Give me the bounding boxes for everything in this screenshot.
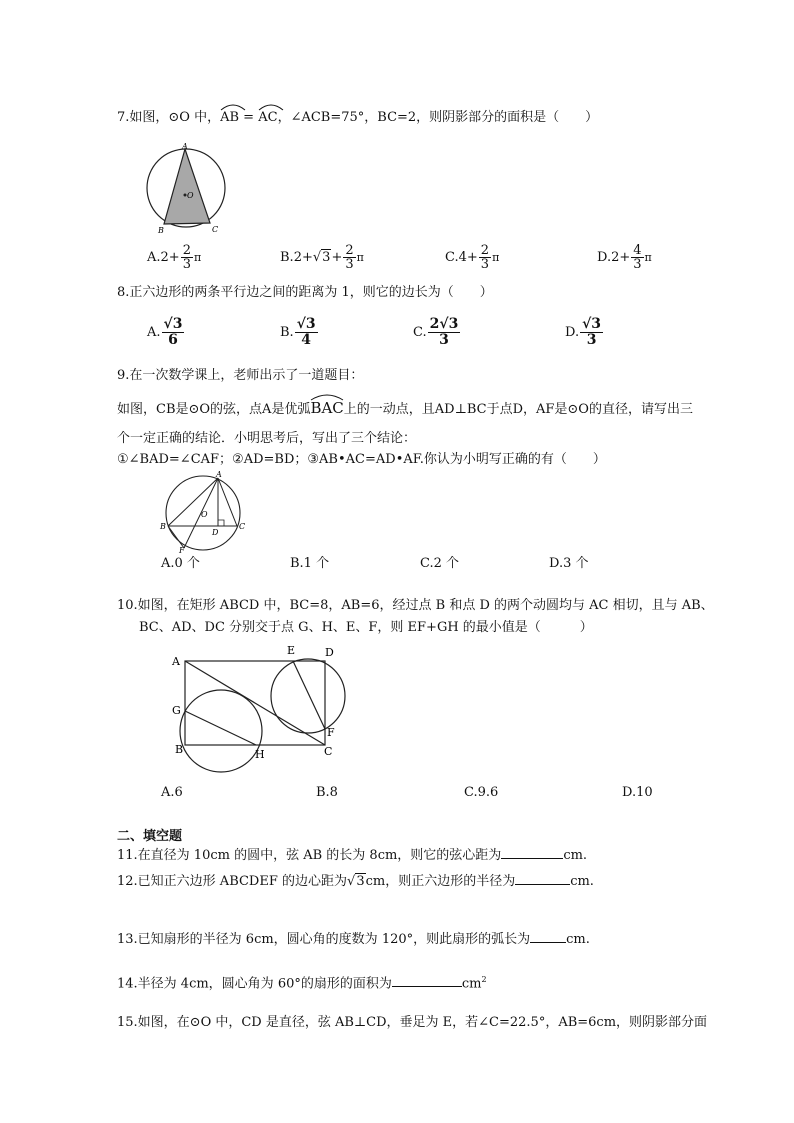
- fraction-denominator: 3: [182, 257, 191, 272]
- q11-text: 11.在直径为 10cm 的圆中，弦 AB 的长为 8cm，则它的弦心距为: [117, 848, 502, 863]
- fraction-denominator: 3: [480, 257, 490, 272]
- q7-text-1: 如图，⊙O 中，: [129, 110, 221, 125]
- q7-arc-ab-label: AB: [220, 110, 240, 125]
- q10-label-e: E: [287, 644, 296, 657]
- fraction: [295, 317, 318, 348]
- q10-option-b[interactable]: B.8: [316, 785, 338, 800]
- q10-label-c: C: [324, 745, 333, 758]
- option-label: B.: [280, 250, 294, 265]
- q10-figure: [165, 640, 360, 775]
- q7-label-a: A: [182, 143, 188, 151]
- q7-label-c: C: [212, 225, 219, 234]
- q10-option-c[interactable]: C.9.6: [464, 785, 499, 800]
- q9-line-2: [117, 400, 693, 418]
- arc-mark-icon: [220, 103, 246, 111]
- q12-answer-blank[interactable]: [515, 872, 570, 885]
- q7-shaded-triangle: [164, 149, 210, 224]
- fraction-numerator: 2: [182, 243, 191, 258]
- q11: [117, 846, 587, 864]
- q7-arc-ac: [258, 110, 277, 126]
- q13-text: 13.已知扇形的半径为 6cm，圆心角的度数为 120°，则此扇形的弧长为: [117, 932, 531, 947]
- right-angle-icon: [218, 520, 224, 526]
- q9-line-4: ①∠BAD=∠CAF；②AD=BD；③AB•AC=AD•AF.你认为小明写正确的有（ ）: [117, 452, 606, 467]
- pi-symbol: π: [644, 251, 652, 264]
- q12-unit: cm.: [570, 874, 594, 889]
- option-label: C.: [413, 325, 427, 340]
- q10-label-f: F: [327, 726, 335, 739]
- q9-figure: [157, 470, 247, 554]
- q13-unit: cm.: [566, 932, 590, 947]
- q7-arc-ac-label: AC: [258, 110, 278, 125]
- q8-option-c[interactable]: [413, 317, 461, 348]
- option-label: C.: [445, 250, 459, 265]
- q10-chord-gh: [185, 711, 256, 745]
- q8-stem: 8.正六边形的两条平行边之间的距离为 1，则它的边长为（ ）: [117, 285, 493, 300]
- fraction-numerator: √3: [163, 316, 183, 332]
- fraction: [428, 317, 461, 348]
- q9-option-b[interactable]: B.1 个: [290, 556, 330, 571]
- q10-chord-ef: [293, 661, 325, 729]
- q13-answer-blank[interactable]: [530, 930, 566, 943]
- q14-answer-blank[interactable]: [392, 974, 462, 987]
- sqrt-radicand: 3: [591, 316, 602, 332]
- q9-option-a[interactable]: A.0 个: [161, 556, 200, 571]
- fraction-denominator: 4: [301, 332, 312, 348]
- fraction: [479, 244, 491, 271]
- q7-arc-ab: [220, 110, 239, 126]
- q7-equals: =: [239, 110, 259, 125]
- q7-option-d[interactable]: [597, 244, 652, 271]
- fraction-numerator: 2: [480, 243, 490, 258]
- sqrt-radicand: 3: [448, 316, 459, 332]
- option-term: 2+: [293, 250, 313, 265]
- q9-label-o: O: [201, 510, 208, 519]
- fraction-denominator: 3: [345, 257, 354, 272]
- option-term: 2+: [611, 250, 631, 265]
- option-term: 4+: [458, 250, 478, 265]
- q11-answer-blank[interactable]: [501, 846, 563, 859]
- q10-circle-d: [271, 659, 345, 733]
- q7-stem: [117, 110, 598, 126]
- fraction-numerator: √3: [296, 316, 316, 332]
- arc-mark-icon: [310, 393, 344, 401]
- q8-option-d[interactable]: [565, 317, 604, 348]
- fraction: [580, 317, 603, 348]
- q14-text: 14.半径为 4cm，圆心角为 60°的扇形的面积为: [117, 976, 392, 992]
- q12: [117, 872, 594, 890]
- q7-label-o: O: [187, 191, 194, 200]
- q7-option-a[interactable]: [147, 244, 201, 271]
- q9-label-a: A: [216, 470, 222, 479]
- q7-figure: [140, 143, 230, 235]
- q10-circle-b: [180, 690, 262, 772]
- q10-label-h: H: [255, 748, 265, 761]
- fraction-numerator: √3: [582, 316, 602, 332]
- q14-unit: cm: [461, 976, 482, 992]
- q7-label-b: B: [158, 226, 164, 235]
- fraction-numerator: 2√3: [429, 316, 459, 332]
- sqrt: √3: [347, 874, 365, 889]
- q11-unit: cm.: [563, 848, 588, 863]
- arc-mark-icon: [258, 103, 284, 111]
- fraction-numerator: 2: [345, 243, 354, 258]
- q9-label-c: C: [239, 522, 246, 531]
- fraction-denominator: 3: [586, 332, 597, 348]
- fraction: [631, 244, 643, 271]
- pi-symbol: π: [193, 251, 202, 264]
- q9-segment-ab: [168, 478, 218, 526]
- q10-option-d[interactable]: D.10: [622, 785, 653, 800]
- pi-symbol: π: [356, 251, 364, 264]
- fraction-denominator: 3: [633, 257, 642, 272]
- sqrt-radicand: 3: [172, 316, 183, 332]
- fraction: [343, 244, 355, 271]
- q9-option-d[interactable]: D.3 个: [549, 556, 589, 571]
- q10-label-d: D: [325, 646, 334, 659]
- q9-label-d: D: [212, 528, 219, 537]
- q9-option-c[interactable]: C.2 个: [420, 556, 460, 571]
- q9-line-1: 9.在一次数学课上，老师出示了一道题目：: [117, 368, 364, 383]
- q9-line-2a: 如图，CB是⊙O的弦，点A是优弧: [117, 402, 311, 417]
- q7-number: 7.: [117, 110, 130, 125]
- sqrt-radicand: 3: [322, 250, 331, 265]
- q10-label-a: A: [172, 655, 180, 668]
- q15-stem: 15.如图，在⊙O 中，CD 是直径，弦 AB⊥CD，垂足为 E，若∠C=22.5°，AB=6cm，则阴影部分面: [117, 1015, 708, 1030]
- option-label: A.: [147, 250, 161, 265]
- option-label: D.: [565, 325, 580, 340]
- fraction: [181, 244, 193, 271]
- fraction-numerator: 4: [633, 243, 642, 258]
- q10-option-a[interactable]: A.6: [161, 785, 183, 800]
- q14: [117, 972, 487, 992]
- q9-label-f: F: [179, 546, 185, 554]
- fraction-denominator: 3: [439, 332, 449, 348]
- q10-label-b: B: [175, 743, 184, 756]
- option-label: D.: [597, 250, 612, 265]
- plus-sign: +: [331, 250, 343, 265]
- q10-line-1: 10.如图，在矩形 ABCD 中，BC=8，AB=6，经过点 B 和点 D 的两个动圆均与 AC 相切，且与 AB、: [117, 598, 714, 613]
- section-heading: 二、填空题: [117, 829, 183, 844]
- q9-line-3: 个一定正确的结论．小明思考后，写出了三个结论：: [117, 431, 417, 446]
- q9-label-b: B: [160, 522, 166, 531]
- q9-arc-label: BAC: [310, 399, 344, 417]
- option-label: A.: [147, 325, 161, 340]
- q13: [117, 930, 590, 948]
- q9-line-2b: 上的一动点，且AD⊥BC于点D，AF是⊙O的直径，请写出三: [343, 402, 693, 417]
- q8-option-b[interactable]: [280, 317, 319, 348]
- sqrt-radicand: 3: [305, 316, 316, 332]
- q7-text-2: ，∠ACB=75°，BC=2，则阴影部分的面积是（ ）: [277, 110, 599, 125]
- sqrt-radicand: 3: [356, 874, 365, 889]
- q8-option-a[interactable]: [147, 317, 185, 348]
- pi-symbol: π: [492, 251, 500, 264]
- q14-superscript: 2: [481, 975, 487, 984]
- q9-arc-bac: [310, 400, 343, 416]
- q9-segment-bf: [168, 526, 184, 548]
- coefficient: 2: [429, 316, 440, 332]
- q12-text: 12.已知正六边形 ABCDEF 的边心距为: [117, 874, 348, 889]
- q7-option-b[interactable]: [280, 244, 364, 271]
- sqrt: √3: [312, 250, 331, 265]
- option-label: B.: [280, 325, 294, 340]
- fraction: [162, 317, 185, 348]
- option-term: 2+: [160, 250, 180, 265]
- fraction-denominator: 6: [168, 332, 178, 348]
- q12-text-mid: cm，则正六边形的半径为: [365, 874, 516, 889]
- q10-line-2: BC、AD、DC 分别交于点 G、H、E、F，则 EF+GH 的最小值是（ ）: [139, 620, 593, 635]
- q10-label-g: G: [172, 704, 181, 717]
- q7-option-c[interactable]: [445, 244, 499, 271]
